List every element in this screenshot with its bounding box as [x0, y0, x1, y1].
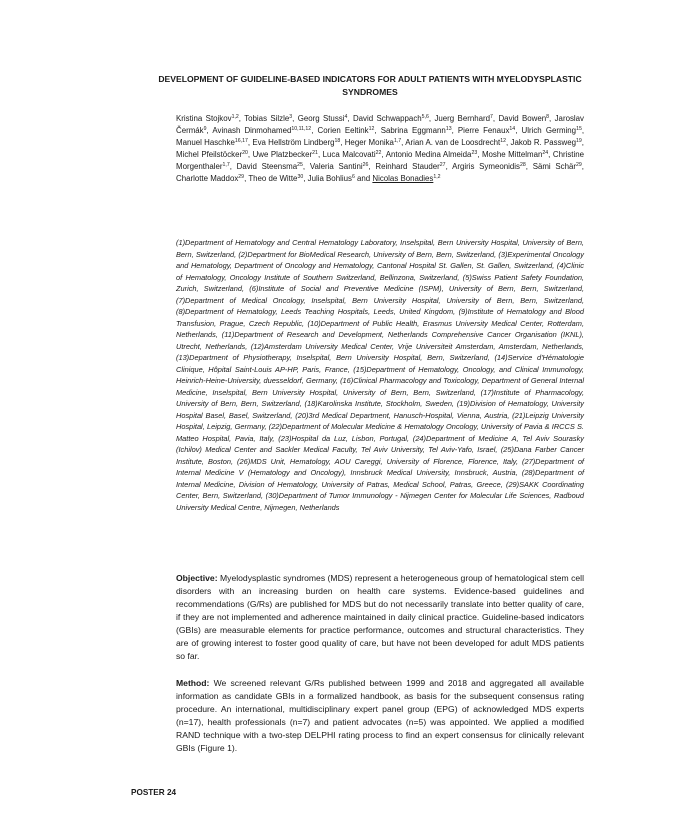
objective-label: Objective: — [176, 573, 218, 583]
author-affiliation-number: 29 — [238, 174, 245, 180]
author-name: Arian A. van de Loosdrecht — [405, 138, 501, 147]
objective-text: Myelodysplastic syndromes (MDS) represent a heterogeneous group of hematological stem cell disorders with an increasing burden on health care systems. Evidence-based guidelines and recommendations (G/Rs) are published for MDS but do not necessarily translate into better quality of care, if they are not implemented and adherence maintained in daily clinical practice. Guideline-based indicators (GBIs) are measurable elements for practice performance, outcomes and structural characteristics. They are of growing interest to foster good quality of care, but have not been developed for adult MDS patients so far. — [176, 573, 584, 661]
author-name: Argiris Symeonidis — [452, 162, 520, 171]
author-name: Jakob R. Passweg — [510, 138, 577, 147]
author-affiliation-number: 24 — [542, 150, 549, 156]
author-name: Luca Malcovati — [322, 150, 376, 159]
author-name: Antonio Medina Almeida — [385, 150, 472, 159]
author-name: Sämi Schär — [532, 162, 577, 171]
author-name: Juerg Bernhard — [434, 114, 491, 123]
author-affiliation-number: 1,2 — [433, 174, 441, 180]
author-name: Ulrich Germing — [521, 126, 577, 135]
author-name: Jaroslav Čermák — [176, 114, 584, 135]
method-text: We screened relevant G/Rs published between 1999 and 2018 and aggregated all available information as candidate GBIs in a formalized handbook, as basis for the subsequent consensus rating procedure. An international, multidisciplinary expert panel group (EPG) of acknowledged MDS experts (n=17), health professionals (n=7) and patient advocates (n=5) was appointed. We applied a modified RAND technique with a two-step DELPHI rating process to find an expert consensus for clinically relevant GBIs (Figure 1). — [176, 678, 584, 753]
author-name: Valeria Santini — [309, 162, 363, 171]
author-affiliation-number: 3 — [289, 114, 293, 120]
author-affiliation-number: 8 — [546, 114, 550, 120]
author-name: Julia Bohlius — [307, 174, 352, 183]
author-list: Kristina Stojkov$^{1,2}$, Tobias Silzle$^3$, Georg Stussi$^4$, David Schwappach$^{5,6}$, Juerg Bernhard$^7$, David Bowen$^8$, Jaroslav Čermák$^9$, Avinash Dinmohamed$^{10,11,12}$, Corien Eeltink$^{12}$, Sabrina Eggmann$^{13}$, Pierre Fenaux$^{14}$, Ulrich Germing$^{15}$, Manuel Haschke$^{16,17}$, Eva Hellström Lindberg$^{18}$, Heger Monika$^{1,7}$, Arian A. van de Loosdrecht$^{12}$, Jakob R. Passweg$^{19}$, Michel Pfeilstöcker$^{20}$, Uwe Platzbecker$^{21}$, Luca Malcovati$^{22}$, Antonio Medina Almeida$^{23}$, Moshe Mittelman$^{24}$, Christine Morgenthaler$^{1,7}$, David Steensma$^{25}$, Valeria Santini$^{26}$, Reinhard Stauder$^{27}$, Argiris Symeonidis$^{28}$, Sämi Schär$^{29}$, Charlotte Maddox$^{29}$, Theo de Witte$^{30}$, Julia Bohlius$^6$ and Nicolas Bonadies$^{1,2}$ — [176, 114, 585, 183]
author-affiliation-number: 4 — [344, 114, 348, 120]
author-affiliation-number: 5,6 — [421, 114, 429, 120]
affiliations: (1)Department of Hematology and Central Hematology Laboratory, Inselspital, Bern University Hospital, University of Bern, Bern, Switzerland, (2)Department for BioMedical Research, University of Bern, Bern, Switzerland, (3)Experimental Oncology and Hematology, Department of Oncology and Hematology, Cantonal Hospital St. Gallen, St. Gallen, Switzerland, (4)Clinic of Hematology, Oncology Institute of Southern Switzerland, Bellinzona, Switzerland, (5)Swiss Patient Safety Foundation, Zurich, Switzerland, (6)Institute of Social and Preventive Medicine (ISPM), University of Bern, Bern, Switzerland, (7)Department of Medical Oncology, Inselspital, Bern University Hospital, University of Bern, Bern, Switzerland, (8)Department of Hematology, Leeds Teaching Hospitals, Leeds, United Kingdom, (9)Institute of Hematology and Blood Transfusion, Prague, Czech Republic, (10)Department of Public Health, Erasmus University Medical Center, Rotterdam, Netherlands, (11)Department of Research and Development, Netherlands Comprehensive Cancer Organisation (IKNL), Utrecht, Netherlands, (12)Amsterdam University Medical Center, Vrije Universiteit Amsterdam, Amsterdam, Netherlands, (13)Department of Physiotherapy, Inselspital, Bern University Hospital, Bern, Switzerland, (14)Service d'Hématologie Clinique, Hôpital Saint-Louis AP-HP, Paris, France, (15)Department of Hematology, Oncology, and Clinical Immunology, Heinrich-Heine-University, duesseldorf, Germany, (16)Clinical Pharmacology and Toxicology, Department of General Internal Medicine, Inselspital, Bern University Hospital, University of Bern, Bern, Switzerland, (17)Institute of Pharmacology, University of Bern, Bern, Switzerland, (18)Karolinska Institute, Stockholm, Sweden, (19)Division of Hematology, University Hospital Basel, Basel, Switzerland, (20)3rd Medical Department, Hanusch-Hospital, Vienna, Austria, (21)Leipzig University Hospital, Leipzig, Germany, (22)Department of Molecular Medicine & Hematology Oncology, University of Pavia & IRCCS S. Matteo Hospital, Pavia, Italy, (23)Hospital da Luz, Lisbon, Portugal, (24)Department of Medicine A, Tel Aviv Sourasky (Ichilov) Medical Center and Sackler Medical Faculty, Tel Aviv University, Tel Aviv-Yafo, Israel, (25)Dana Farber Cancer Institute, Boston, (26)MDS Unit, Hematology, AOU Careggi, University of Florence, Florence, Italy, (27)Department of Internal Medicine V (Hematology and Oncology), Innsbruck Medical University, Innsbruck, Austria, (28)Department of Internal Medicine, Division of Hematology, University of Patras, Medical School, Patras, Greece, (29)SAKK Coordinating Center, Bern, Switzerland, (30)Department of Tumor Immunology - Nijmegen Center for Molecular Life Sciences, Radboud University Medical Centre, Nijmegen, Netherlands — [176, 238, 584, 512]
poster-number: POSTER 24 — [131, 788, 177, 797]
author-affiliation-number: 20 — [242, 150, 248, 156]
author-name: David Steensma — [236, 162, 298, 171]
author-name: David Bowen — [498, 114, 547, 123]
author-affiliation-number: 19 — [576, 138, 582, 144]
author-affiliation-number: 29 — [576, 162, 582, 168]
author-affiliation-number: 1,7 — [393, 138, 402, 144]
author-affiliation-number: 28 — [519, 162, 526, 168]
author-affiliation-number: 1,2 — [231, 114, 239, 120]
author-name: Charlotte Maddox — [176, 174, 239, 183]
author-name: Kristina Stojkov — [176, 114, 232, 123]
author-affiliation-number: 30 — [297, 174, 304, 180]
author-affiliation-number: 26 — [362, 162, 369, 168]
author-name: Michel Pfeilstöcker — [176, 150, 243, 159]
author-name: Moshe Mittelman — [481, 150, 543, 159]
author-name: Tobias Silzle — [244, 114, 290, 123]
author-affiliation-number: 27 — [439, 162, 446, 168]
author-name: Eva Hellström Lindberg — [252, 138, 335, 147]
author-affiliation-number: 13 — [445, 126, 452, 132]
author-name: Avinash Dinmohamed — [212, 126, 292, 135]
author-affiliation-number: 6 — [351, 174, 355, 180]
author-affiliation-number: 1,7 — [222, 162, 230, 168]
author-name: Pierre Fenaux — [457, 126, 510, 135]
author-affiliation-number: 18 — [334, 138, 341, 144]
author-name: Christine Morgenthaler — [176, 150, 585, 171]
author-affiliation-number: 10,11,12 — [291, 126, 312, 132]
author-name: David Schwappach — [352, 114, 422, 123]
author-affiliation-number: 21 — [312, 150, 318, 156]
author-name: Reinhard Stauder — [375, 162, 440, 171]
author-name: Uwe Platzbecker — [252, 150, 313, 159]
author-name: Sabrina Eggmann — [380, 126, 446, 135]
author-affiliation-number: 12 — [500, 138, 507, 144]
author-affiliation-number: 15 — [576, 126, 582, 132]
author-name: Nicolas Bonadies — [372, 174, 434, 183]
author-name: Georg Stussi — [297, 114, 345, 123]
author-name: Heger Monika — [344, 138, 394, 147]
author-name: Corien Eeltink — [317, 126, 369, 135]
author-affiliation-number: 22 — [375, 150, 382, 156]
author-affiliation-number: 25 — [297, 162, 303, 168]
author-name: Theo de Witte — [248, 174, 298, 183]
abstract-title: DEVELOPMENT OF GUIDELINE-BASED INDICATORS FOR ADULT PATIENTS WITH MYELODYSPLASTIC SYNDROMES — [158, 74, 582, 97]
author-name: Manuel Haschke — [176, 138, 235, 147]
author-affiliation-number: 14 — [509, 126, 516, 132]
author-affiliation-number: 23 — [471, 150, 478, 156]
author-affiliation-number: 12 — [368, 126, 375, 132]
author-affiliation-number: 7 — [490, 114, 493, 120]
author-affiliation-number: 9 — [203, 126, 207, 132]
method-section — [176, 677, 584, 755]
objective-section — [176, 572, 584, 663]
author-affiliation-number: 16,17 — [234, 138, 248, 144]
method-label: Method: — [176, 678, 210, 688]
